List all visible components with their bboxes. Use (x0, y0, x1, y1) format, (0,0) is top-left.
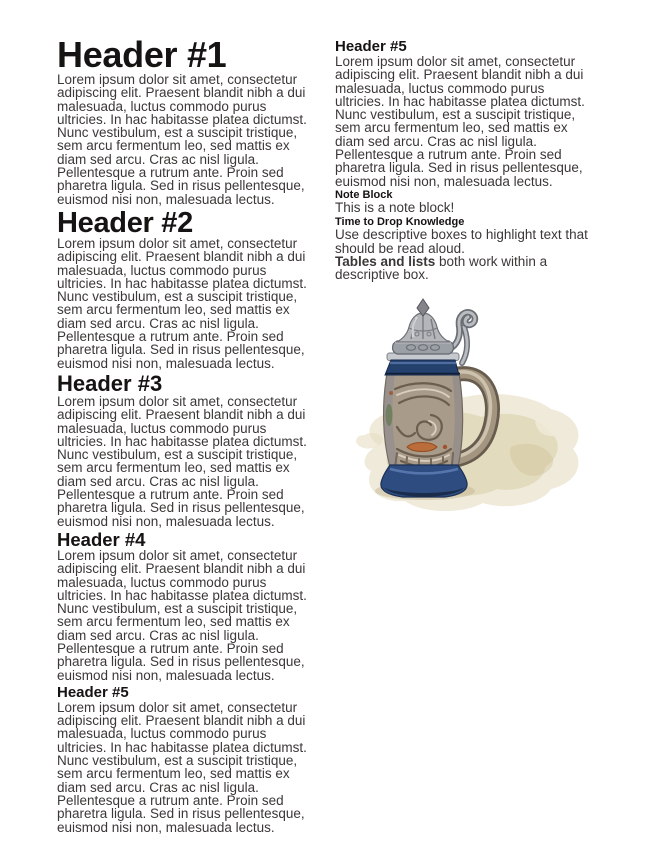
beer-stein-illustration (333, 297, 593, 517)
note-text-bold-lead (335, 255, 593, 282)
right-column (335, 40, 593, 522)
section-header-1 (57, 34, 310, 207)
note-text: Use descriptive boxes to highlight text that should be read aloud. (335, 227, 588, 256)
heading-2: Header #2 (57, 206, 193, 239)
note-label: Note Block (335, 188, 393, 201)
stein-lid (393, 299, 454, 354)
section-header-5 (57, 683, 310, 835)
paragraph: Lorem ipsum dolor sit amet, consectetur adipiscing elit. Praesent blandit nibh a dui malesuada, luctus commodo purus ultricies. In hac habitasse platea dictumst. Nunc vestibulum, est a suscipit tristique, sem arcu fermentum leo, sed mattis ex diam sed arcu. Cras ac nisl ligula. Pellentesque a rutrum ante. Proin sed pharetra ligula. Sed in risus pellentesque, euismod nisi non, malesuada lectus. (57, 547, 307, 683)
note-block (335, 189, 593, 281)
note-label: Time to Drop Knowledge (335, 215, 465, 228)
heading-5: Header #5 (57, 683, 129, 701)
heading-4: Header #4 (57, 528, 146, 550)
bold-rest: both work within a descriptive box. (335, 253, 548, 283)
beer-stein-figure (333, 297, 593, 522)
heading-5: Header #5 (335, 38, 407, 55)
stein-body (384, 372, 463, 472)
section-header-4 (57, 528, 310, 683)
note-text: This is a note block! (335, 200, 455, 216)
paragraph: Lorem ipsum dolor sit amet, consectetur adipiscing elit. Praesent blandit nibh a dui malesuada, luctus commodo purus ultricies. In hac habitasse platea dictumst. Nunc vestibulum, est a suscipit tristique, sem arcu fermentum leo, sed mattis ex diam sed arcu. Cras ac nisl ligula. Pellentesque a rutrum ante. Proin sed pharetra ligula. Sed in risus pellentesque, euismod nisi non, malesuada lectus. (57, 393, 307, 529)
left-column (57, 34, 310, 835)
paragraph: Lorem ipsum dolor sit amet, consectetur adipiscing elit. Praesent blandit nibh a dui malesuada, luctus commodo purus ultricies. In hac habitasse platea dictumst. Nunc vestibulum, est a suscipit tristique, sem arcu fermentum leo, sed mattis ex diam sed arcu. Cras ac nisl ligula. Pellentesque a rutrum ante. Proin sed pharetra ligula. Sed in risus pellentesque, euismod nisi non, malesuada lectus. (57, 699, 307, 835)
paragraph: Lorem ipsum dolor sit amet, consectetur adipiscing elit. Praesent blandit nibh a dui malesuada, luctus commodo purus ultricies. In hac habitasse platea dictumst. Nunc vestibulum, est a suscipit tristique, sem arcu fermentum leo, sed mattis ex diam sed arcu. Cras ac nisl ligula. Pellentesque a rutrum ante. Proin sed pharetra ligula. Sed in risus pellentesque, euismod nisi non, malesuada lectus. (57, 72, 307, 207)
heading-1: Header #1 (57, 34, 227, 75)
paragraph: Lorem ipsum dolor sit amet, consectetur adipiscing elit. Praesent blandit nibh a dui malesuada, luctus commodo purus ultricies. In hac habitasse platea dictumst. Nunc vestibulum, est a suscipit tristique, sem arcu fermentum leo, sed mattis ex diam sed arcu. Cras ac nisl ligula. Pellentesque a rutrum ante. Proin sed pharetra ligula. Sed in risus pellentesque, euismod nisi non, malesuada lectus. (57, 235, 307, 371)
stein-collar (385, 353, 460, 375)
paragraph: Lorem ipsum dolor sit amet, consectetur adipiscing elit. Praesent blandit nibh a dui malesuada, luctus commodo purus ultricies. In hac habitasse platea dictumst. Nunc vestibulum, est a suscipit tristique, sem arcu fermentum leo, sed mattis ex diam sed arcu. Cras ac nisl ligula. Pellentesque a rutrum ante. Proin sed pharetra ligula. Sed in risus pellentesque, euismod nisi non, malesuada lectus. (335, 54, 585, 189)
section-header-5-right (335, 40, 593, 188)
stein-base (381, 465, 467, 497)
heading-3: Header #3 (57, 370, 163, 396)
section-header-3 (57, 370, 310, 529)
bold-lead: Tables and lists (335, 253, 436, 269)
section-header-2 (57, 206, 310, 371)
